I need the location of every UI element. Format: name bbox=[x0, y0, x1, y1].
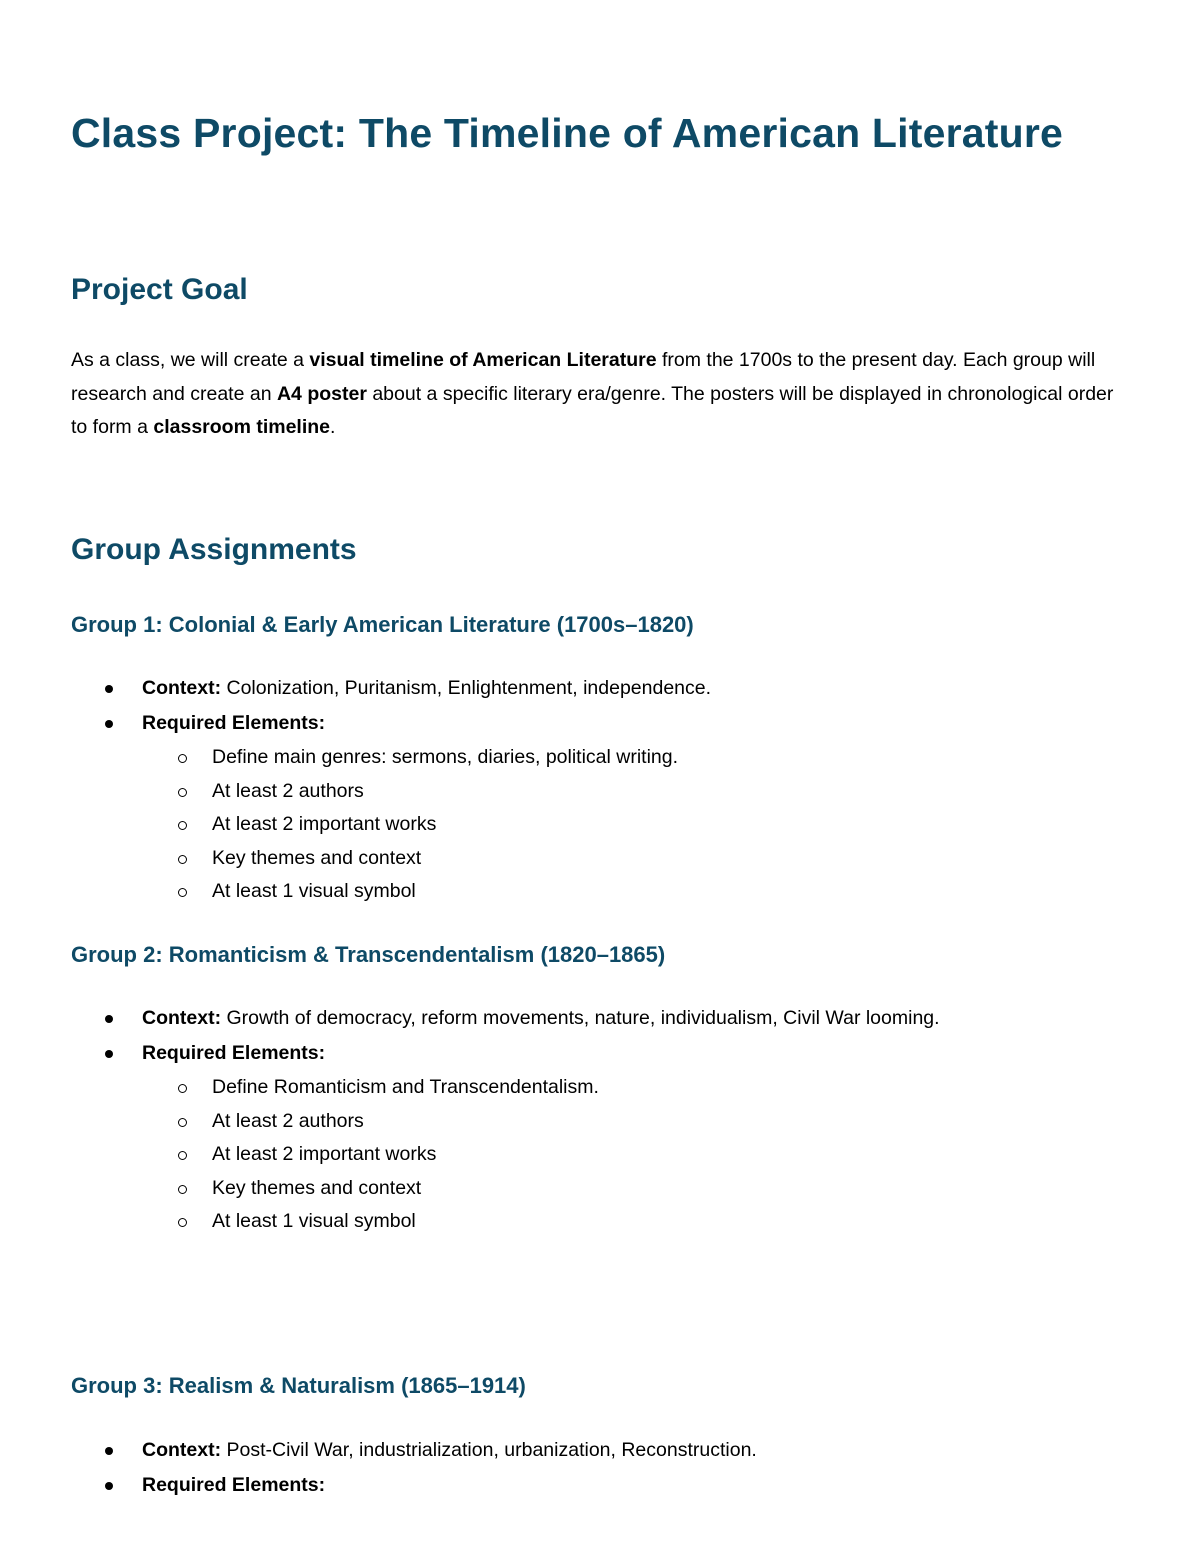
circle-bullet-icon bbox=[178, 1218, 187, 1227]
list-item bbox=[71, 1433, 1131, 1468]
required-label: Required Elements: bbox=[142, 1474, 326, 1496]
required-label: Required Elements: bbox=[142, 1042, 326, 1064]
list-item bbox=[71, 671, 1131, 706]
required-label: Required Elements: bbox=[142, 712, 326, 734]
circle-bullet-icon bbox=[178, 754, 187, 763]
bullet-icon bbox=[105, 1015, 113, 1023]
list-item bbox=[71, 875, 1131, 909]
list-item bbox=[71, 1172, 1131, 1206]
goal-text-4: . bbox=[330, 416, 336, 438]
element-text: At least 2 important works bbox=[212, 813, 437, 835]
element-text: At least 2 authors bbox=[212, 779, 364, 802]
group-1-heading: Group 1: Colonial & Early American Literature (1700s–1820) bbox=[71, 612, 694, 637]
group-2-list bbox=[71, 1001, 1131, 1239]
circle-bullet-icon bbox=[178, 1118, 187, 1127]
list-item bbox=[71, 741, 1131, 775]
element-text: At least 1 visual symbol bbox=[212, 880, 416, 902]
goal-bold-1: visual timeline of American Literature bbox=[309, 349, 657, 371]
bullet-icon bbox=[105, 685, 113, 693]
circle-bullet-icon bbox=[178, 1151, 187, 1160]
context-label: Context: bbox=[142, 1007, 222, 1029]
goal-bold-2: A4 poster bbox=[276, 382, 367, 405]
element-text: Key themes and context bbox=[212, 1176, 422, 1199]
list-item bbox=[71, 1468, 1131, 1503]
group-1-list bbox=[71, 671, 1131, 909]
element-text: At least 2 important works bbox=[212, 1143, 437, 1165]
goal-text-3: about a specific literary era/genre. The posters will be displayed in chronological order to form a bbox=[71, 382, 1114, 438]
list-item bbox=[71, 775, 1131, 809]
list-item bbox=[71, 706, 1131, 909]
bullet-icon bbox=[105, 720, 113, 728]
element-text: At least 2 authors bbox=[212, 1109, 364, 1132]
group-assignments-heading: Group Assignments bbox=[71, 533, 357, 566]
list-item bbox=[71, 1138, 1131, 1172]
context-text: Post-Civil War, industrialization, urbanization, Reconstruction. bbox=[221, 1439, 757, 1461]
list-item bbox=[71, 1036, 1131, 1239]
group-2-heading: Group 2: Romanticism & Transcendentalism (1820–1865) bbox=[71, 942, 666, 967]
bullet-icon bbox=[105, 1050, 113, 1058]
list-item bbox=[71, 1205, 1131, 1239]
list-item bbox=[71, 1105, 1131, 1139]
circle-bullet-icon bbox=[178, 855, 187, 864]
list-item bbox=[71, 842, 1131, 876]
circle-bullet-icon bbox=[178, 888, 187, 897]
bullet-icon bbox=[105, 1447, 113, 1455]
goal-text-2: from the 1700s to the present day. Each group will research and create an bbox=[71, 349, 1096, 405]
element-text: Define main genres: sermons, diaries, political writing. bbox=[212, 746, 679, 768]
project-goal-paragraph bbox=[71, 344, 1131, 445]
circle-bullet-icon bbox=[178, 1084, 187, 1093]
context-text: Colonization, Puritanism, Enlightenment, independence. bbox=[221, 677, 712, 699]
context-label: Context: bbox=[142, 1439, 222, 1461]
list-item bbox=[71, 808, 1131, 842]
element-text: Define Romanticism and Transcendentalism. bbox=[212, 1076, 599, 1098]
circle-bullet-icon bbox=[178, 821, 187, 830]
project-goal-heading: Project Goal bbox=[71, 273, 248, 306]
goal-bold-3: classroom timeline bbox=[153, 416, 331, 438]
element-text: Key themes and context bbox=[212, 846, 422, 869]
circle-bullet-icon bbox=[178, 788, 187, 797]
context-text: Growth of democracy, reform movements, nature, individualism, Civil War looming. bbox=[221, 1007, 940, 1029]
element-text: At least 1 visual symbol bbox=[212, 1210, 416, 1232]
group-3-heading: Group 3: Realism & Naturalism (1865–1914) bbox=[71, 1373, 526, 1398]
bullet-icon bbox=[105, 1482, 113, 1490]
list-item bbox=[71, 1001, 1131, 1036]
group-3-list bbox=[71, 1433, 1131, 1503]
required-elements-list bbox=[142, 1071, 1131, 1239]
context-label: Context: bbox=[142, 677, 222, 699]
goal-text-1: As a class, we will create a bbox=[71, 349, 310, 371]
circle-bullet-icon bbox=[178, 1185, 187, 1194]
required-elements-list bbox=[142, 741, 1131, 909]
page-title: Class Project: The Timeline of American Literature bbox=[71, 110, 1064, 156]
list-item bbox=[71, 1071, 1131, 1105]
